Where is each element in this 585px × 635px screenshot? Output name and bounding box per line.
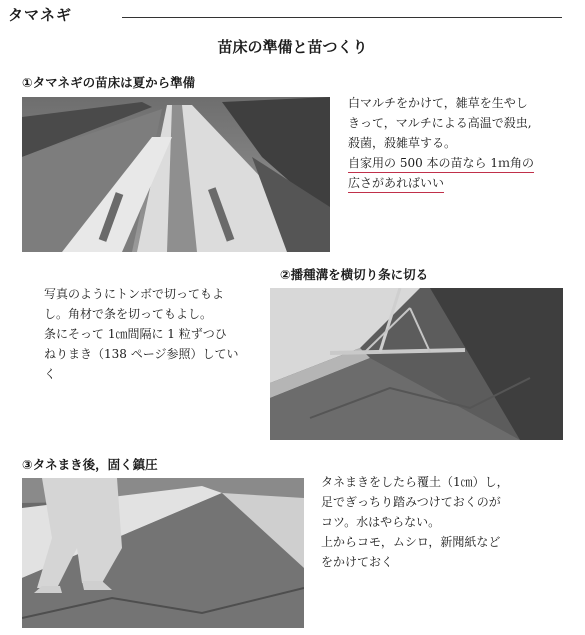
page-title: 苗床の準備と苗つくり <box>217 38 368 56</box>
section-3-text: タネまきをしたら覆土（1㎝）し， 足でぎっちり踏みつけておくのが コツ。水はやらない。 上からコモ，ムシロ，新聞紙など をかけておく <box>321 475 509 569</box>
section-1-title: ①タマネギの苗床は夏から準備 <box>22 75 196 90</box>
header-rule <box>122 17 562 18</box>
photo-seedbed-mulch <box>22 97 330 252</box>
section-2-title: ②播種溝を横切り条に切る <box>280 267 429 282</box>
chapter-title: タマネギ <box>8 6 73 24</box>
highlight-line-2: 広さがあればいい <box>348 174 444 193</box>
section-3-title: ③タネまき後，固く鎮圧 <box>22 457 158 472</box>
section-2-text: 写真のようにトンボで切ってもよ し。角材で条を切ってもよし。 条にそって 1㎝間隔に 1 粒ずつひ ねりまき（138 ページ参照）してい く <box>44 287 239 381</box>
section-1-text: 白マルチをかけて，雑草を生やし きって，マルチによる高温で殺虫, 殺菌，殺雑草する。 自家用の 500 本の苗なら 1ｍ角の 広さがあればいい <box>348 93 534 193</box>
photo-pressing-soil <box>22 478 304 628</box>
highlight-line-1: 自家用の 500 本の苗なら 1ｍ角の <box>348 154 534 173</box>
photo-furrow-rake <box>270 288 563 440</box>
